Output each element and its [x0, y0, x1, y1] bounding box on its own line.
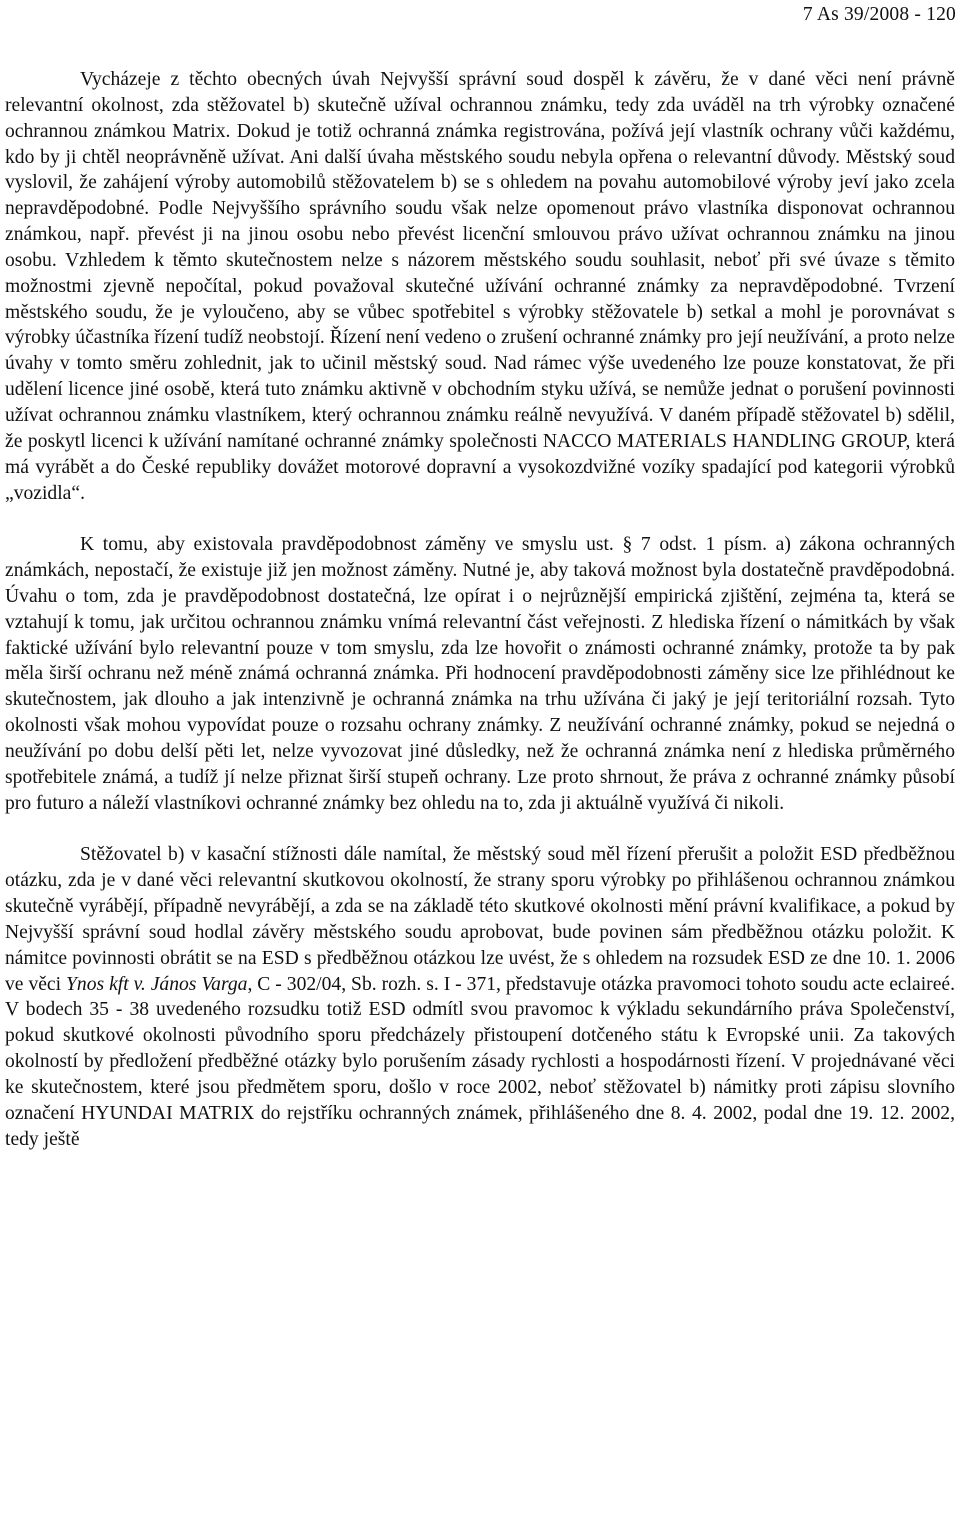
document-body: [5, 67, 955, 1152]
paragraph-3-text-after-case: , C - 302/04, Sb. rozh. s. I - 371, představuje otázka pravomoci tohoto soudu acte eclaireé. V bodech 35 - 38 uvedeného rozsudku totiž ESD odmítl svou pravomoc k výkladu sekundárního práva Společenství, pokud skutkové okolnosti původního sporu předcházely přistoupení dotčeného státu k Evropské unii. Za takových okolností by předložení předběžné otázky bylo porušením zásady rychlosti a hospodárnosti řízení. V projednávané věci ke skutečnostem, které jsou předmětem sporu, došlo v roce 2002, neboť stěžovatel b) námitky proti zápisu slovního označení HYUNDAI MATRIX do rejstříku ochranných známek, přihlášeného dne 8. 4. 2002, podal dne 19. 12. 2002, tedy ještě: [5, 973, 956, 1150]
paragraph-3: [5, 842, 955, 1152]
paragraph-3-text-before-case: Stěžovatel b) v kasační stížnosti dále namítal, že městský soud měl řízení přerušit a položit ESD předběžnou otázku, zda je v dané věci relevantní skutkovou okolností, že strany sporu výrobky po přihlášenou ochrannou známkou skutečně vyrábějí, případně nevyrábějí, a zda se na základě této skutkové okolnosti mění právní kvalifikace, a pokud by Nejvyšší správní soud hodlal závěry městského soudu aprobovat, bude povinen sám předběžnou otázku položit. K námitce povinnosti obrátit se na ESD s předběžnou otázkou lze uvést, že s ohledem na rozsudek ESD ze dne 10. 1. 2006 ve věci: [5, 844, 955, 995]
paragraph-2: K tomu, aby existovala pravděpodobnost záměny ve smyslu ust. § 7 odst. 1 písm. a) zákona ochranných známkách, nepostačí, že existuje již jen možnost záměny. Nutné je, aby taková možnost byla dostatečně pravděpodobná. Úvahu o tom, zda je pravděpodobnost dostatečná, lze opírat i o nejrůznější empirická zjištění, zejména ta, která se vztahují k tomu, jak určitou ochrannou známku vnímá relevantní část veřejnosti. Z hlediska řízení o námitkách by však faktické užívání bylo relevantní pouze v tom smyslu, zda lze hovořit o známosti ochranné známky, protože ta by pak měla širší ochranu než méně známá ochranná známka. Při hodnocení pravděpodobnosti záměny sice lze přihlédnout ke skutečnostem, jak dlouho a jak intenzivně je ochranná známka na trhu užívána či jaký je její teritoriální rozsah. Tyto okolnosti však mohou vypovídat pouze o rozsahu ochrany známky. Z neužívání ochranné známky, pokud se nejedná o neužívání po dobu delší pěti let, nelze vyvozovat jiné důsledky, než že ochranná známka není z hlediska průměrného spotřebitele známá, a tudíž jí nelze přiznat širší stupeň ochrany. Lze proto shrnout, že práva z ochranné známky působí pro futuro a náleží vlastníkovi ochranné známky bez ohledu na to, zda ji aktuálně využívá či nikoli.: [5, 534, 955, 814]
case-name: Ynos kft v. János Varga: [66, 973, 248, 995]
page-reference: 7 As 39/2008 - 120: [802, 4, 956, 25]
paragraph-1: Vycházeje z těchto obecných úvah Nejvyšší správní soud dospěl k závěru, že v dané věci není právně relevantní okolnost, zda stěžovatel b) skutečně užíval ochrannou známku, tedy zda uváděl na trh výrobky označené ochrannou známkou Matrix. Dokud je totiž ochranná známka registrována, požívá její vlastník ochrany vůči každému, kdo by ji chtěl neoprávněně užívat. Ani další úvaha městského soudu nebyla opřena o relevantní důvody. Městský soud vyslovil, že zahájení výroby automobilů stěžovatelem b) se s ohledem na povahu automobilové výroby jeví jako zcela nepravděpodobné. Podle Nejvyššího správního soudu však nelze opomenout právo vlastníka disponovat ochrannou známkou, např. převést ji na jinou osobu nebo převést licenční smlouvou právo užívat ochrannou známku na jinou osobu. Vzhledem k těmto skutečnostem nelze s názorem městského soudu souhlasit, neboť při své úvaze s těmito možnostmi zjevně nepočítal, pokud považoval skutečné užívání ochranné známky za nepravděpodobné. Tvrzení městského soudu, že je vyloučeno, aby se vůbec spotřebitel s výrobky stěžovatele b) setkal a mohl je porovnávat s výrobky účastníka řízení tudíž neobstojí. Řízení není vedeno o zrušení ochranné známky pro její neužívání, a proto nelze úvahy v tomto směru zohlednit, jak to učinil městský soud. Nad rámec výše uvedeného lze pouze konstatovat, že při udělení licence jiné osobě, která tuto známku aktivně v obchodním styku užívá, se nemůže jednat o porušení povinnosti užívat ochrannou známku vlastníkem, který ochrannou známku reálně nevyužívá. V daném případě stěžovatel b) sdělil, že poskytl licenci k užívání namítané ochranné známky společnosti NACCO MATERIALS HANDLING GROUP, která má vyrábět a do České republiky dovážet motorové dopravní a vysokozdvižné vozíky spadající pod kategorii výrobků „vozidla“.: [5, 69, 955, 504]
